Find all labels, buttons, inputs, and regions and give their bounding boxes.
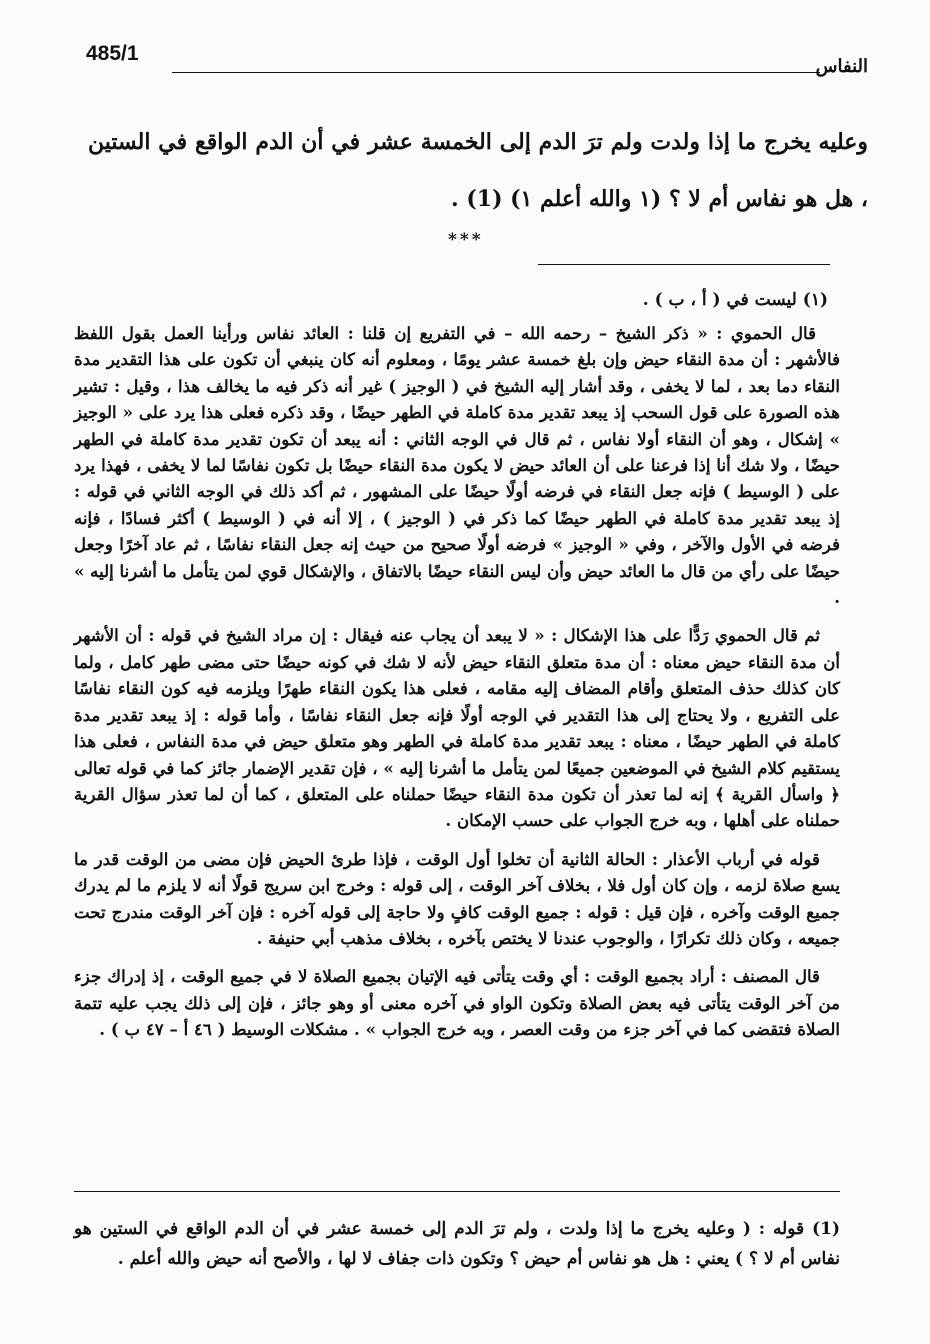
page-number: 485/1 (86, 42, 139, 65)
bottom-footnote-paragraph: (1) قوله : ( وعليه يخرج ما إذا ولدت ، ولم ترَ الدم إلى خمسة عشر في أن الدم الواقع في الستين هو نفاس أم لا ؟ ) يعني : هل هو نفاس أم حيض ؟ وتكون ذات جفاف لا لها ، والأصح أنه حيض والله أعلم . (74, 1219, 840, 1269)
header-rule (172, 72, 820, 73)
footnote-1: (١) ليست في ( أ ، ب ) . (642, 290, 828, 310)
bottom-footnote (74, 1214, 840, 1274)
commentary-block (74, 320, 840, 1055)
commentary-paragraph: قوله في أرباب الأعذار : الحالة الثانية أن تخلوا أول الوقت ، فإذا طرئ الحيض فإن مضى من الوقت قدر ما يسع صلاة لزمه ، وإن كان أول فلا ، بخلاف آخر الوقت ، إلى قوله : وخرج ابن سريج قولًا أنه لا يلزم ما لم يدرك جميع الوقت وآخره ، فإن قيل : قوله : جميع الوقت كافٍ ولا حاجة إلى قوله آخره : فإن آخر الوقت مندرج تحت جميعه ، وكان ذلك تكرارًا ، والوجوب عندنا لا يختص بآخره ، بخلاف مذهب أبي حنيفة . (74, 848, 840, 948)
commentary-paragraph: قال المصنف : أراد بجميع الوقت : أي وقت يتأتى فيه الإتيان بجميع الصلاة لا في جميع الوقت ، إذ إدراك جزء من آخر الوقت يتأتى فيه بعض الصلاة وتكون الواو في آخره معنى أو وهو جائز ، فإن إلى ذلك يجب عليه تتمة الصلاة فتقضى كما في آخر جزء من وقت العصر ، وبه خرج الجواب » . مشكلات الوسيط ( ٤٦ أ – ٤٧ ب ) . (74, 966, 840, 1040)
section-separator: *** (448, 230, 484, 250)
bottom-footnote-rule (74, 1191, 840, 1192)
commentary-paragraph: ثم قال الحموي رَدًّا على هذا الإشكال : « لا يبعد أن يجاب عنه فيقال : إن مراد الشيخ في قوله : أن الأشهر أن مدة النقاء حيض معناه : أن مدة متعلق النقاء حيض لأنه لا شك في كونه حيضًا حتى مضى طهر كامل ، ولما كان كذلك حذف المتعلق وأقام المضاف إليه مقامه ، فعلى هذا يكون النقاء طهرًا ويلزمه فيه كون النقاء نفاسًا على التفريع ، ولا يحتاج إلى هذا التقدير في الوجه أولًا فإنه جعل النقاء نفاسًا ، وأما قوله : إذ يبعد تقدير مدة كاملة في الطهر حيضًا ، معناه : يبعد تقدير مدة كاملة في الطهر وهو متعلق حيض في مدة النفاس ، فعلى هذا يستقيم كلام الشيخ في الموضعين جميعًا لمن يتأمل ما أشرنا إليه » ، فإن تقدير الإضمار جائز كما في قوله تعالى ﴿ واسأل القرية ﴾ إنه لما تعذر أن تكون مدة النقاء حيضًا حملناه على المتعلق ، كما أن لما تعذر سؤال القرية حملناه على أهلها ، وبه خرج الجواب على حسب الإمكان . (74, 625, 840, 831)
main-text: وعليه يخرج ما إذا ولدت ولم ترَ الدم إلى الخمسة عشر في أن الدم الواقع في الستين ، هل هو نفاس أم لا ؟ (١ والله أعلم ١) (1) . (88, 129, 868, 212)
chapter-title: النفاس (815, 56, 868, 77)
commentary-paragraph: قال الحموي : « ذكر الشيخ – رحمه الله – في التفريع إن قلنا : العائد نفاس ورأينا العمل بقول اللفظ فالأشهر : أن مدة النقاء حيض وإن بلغ خمسة عشر يومًا ، ومعلوم أنه كان ينبغي أن تكون على هذا التقدير مدة النقاء دما بعد ، لما لا يخفى ، وقد أشار إليه الشيخ في ( الوجيز ) غير أنه ذكر فيه ما يخالف هذا ، وقيل : تشير هذه الصورة على قول السحب إذ يبعد تقدير مدة كاملة في الطهر حيضًا ، وقد ذكره فعلى هذا يرد على « الوجيز » إشكال ، وهو أن النقاء أولا نفاس ، ثم قال في الوجه الثاني : أنه يبعد أن تكون تقدير مدة كاملة في الطهر حيضًا ، ولا شك أنا إذا فرعنا على أن العائد حيض لا يكون مدة النقاء حيضًا بل تكون نفاسًا لما لا يخفى ، فهذا يرد على ( الوسيط ) فإنه جعل النقاء في فرضه أولًا حيضًا على المشهور ، ثم أكد ذلك في الوجه الثاني في قوله : إذ يبعد تقدير مدة كاملة في الطهر حيضًا كما ذكر في ( الوجيز ) ، إلا أنه في ( الوسيط ) أكثر فسادًا ، فإنه فرضه في الأول والآخر ، وفي « الوجيز » فرضه أولًا صحيح من حيث إنه جعل النقاء نفاسًا ، ثم عاد آخرًا وجعل حيضًا على رأي من قال ما العائد حيض وأن ليس النقاء حيضًا بالاتفاق ، والإشكال قوي لمن يتأمل ما أشرنا إليه » . (74, 323, 840, 608)
footnote-rule (538, 264, 830, 265)
